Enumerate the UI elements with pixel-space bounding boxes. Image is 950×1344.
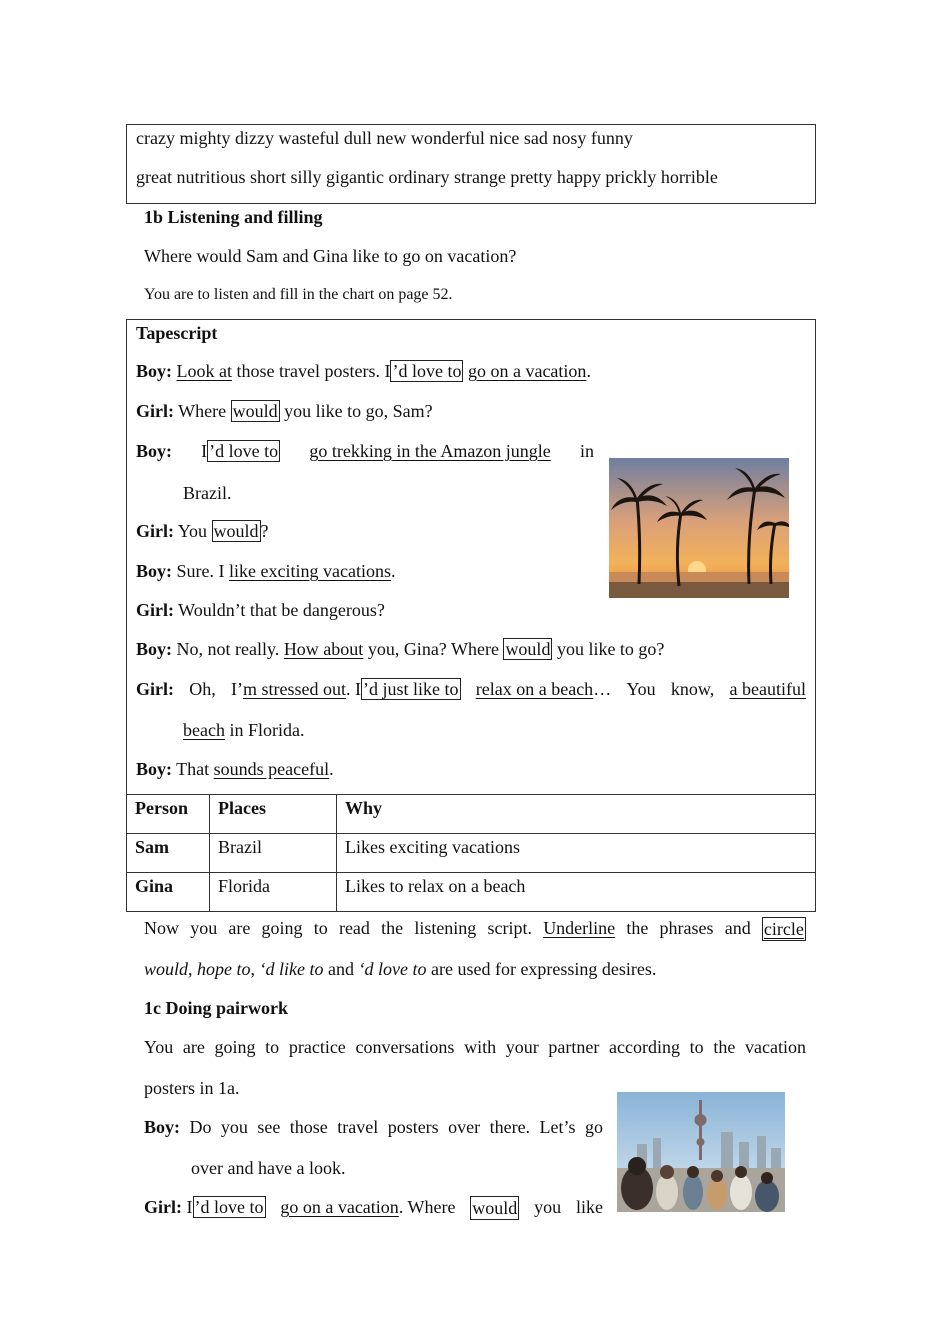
section-1c-boy-line: Boy: Do you see those travel posters over there. Let’s go [144,1117,603,1137]
section-1c-heading: 1c Doing pairwork [144,998,288,1018]
tapescript-line-6: Girl: Wouldn’t that be dangerous? [136,600,385,620]
adjective-line-2: great nutritious short silly gigantic ordinary strange pretty happy prickly horrible [136,167,718,187]
section-1b-question: Where would Sam and Gina like to go on vacation? [144,246,517,266]
chart-header-person: Person [127,795,210,834]
chart-header-why: Why [337,795,816,834]
after-chart-line-2: would, hope to, ‘d like to and ‘d love to are used for expressing desires. [144,959,657,979]
chart-cell-person: Sam [127,834,210,873]
table-row [127,873,816,912]
tapescript-line-3-cont: Brazil. [183,483,232,503]
city-crowd-image [617,1092,785,1212]
tapescript-line-5: Boy: Sure. I like exciting vacations. [136,561,396,581]
chart-header-places: Places [210,795,337,834]
chart-cell-why: Likes to relax on a beach [337,873,816,912]
tapescript-line-8: Girl: Oh, I’m stressed out. I ’d just like to relax on a beach… You know, a beautiful [136,679,806,699]
chart-cell-place: Florida [210,873,337,912]
section-1b-instruction: You are to listen and fill in the chart on page 52. [144,286,453,303]
tapescript-line-7: Boy: No, not really. How about you, Gina? Where would you like to go? [136,639,665,659]
chart-cell-person: Gina [127,873,210,912]
vacation-chart [126,794,816,912]
adjective-line-1: crazy mighty dizzy wasteful dull new wonderful nice sad nosy funny [136,128,633,148]
after-chart-line-1: Now you are going to read the listening script. Underline the phrases and circle [144,918,804,939]
tapescript-line-3: Boy: I ’d love to go trekking in the Amazon jungle in [136,441,594,461]
tapescript-line-8-cont: beach in Florida. [183,720,305,740]
section-1c-girl-line: Girl: I ’d love to go on a vacation. Where would you like [144,1197,603,1218]
chart-cell-place: Brazil [210,834,337,873]
chart-cell-why: Likes exciting vacations [337,834,816,873]
tapescript-line-1: Boy: Look at those travel posters. I ’d love to go on a vacation. [136,361,591,381]
tapescript-line-2: Girl: Where would you like to go, Sam? [136,401,433,421]
table-row [127,834,816,873]
tapescript-line-9: Boy: That sounds peaceful. [136,759,334,779]
chart-header-row [127,795,816,834]
tapescript-line-4: Girl: You would ? [136,521,269,541]
section-1c-paragraph-cont: posters in 1a. [144,1078,240,1098]
section-1b-heading: 1b Listening and filling [144,207,323,227]
palm-beach-image [609,458,789,598]
section-1c-paragraph: You are going to practice conversations with your partner according to the vacation [144,1037,806,1057]
section-1c-boy-cont: over and have a look. [191,1158,346,1178]
tapescript-title: Tapescript [136,323,218,343]
